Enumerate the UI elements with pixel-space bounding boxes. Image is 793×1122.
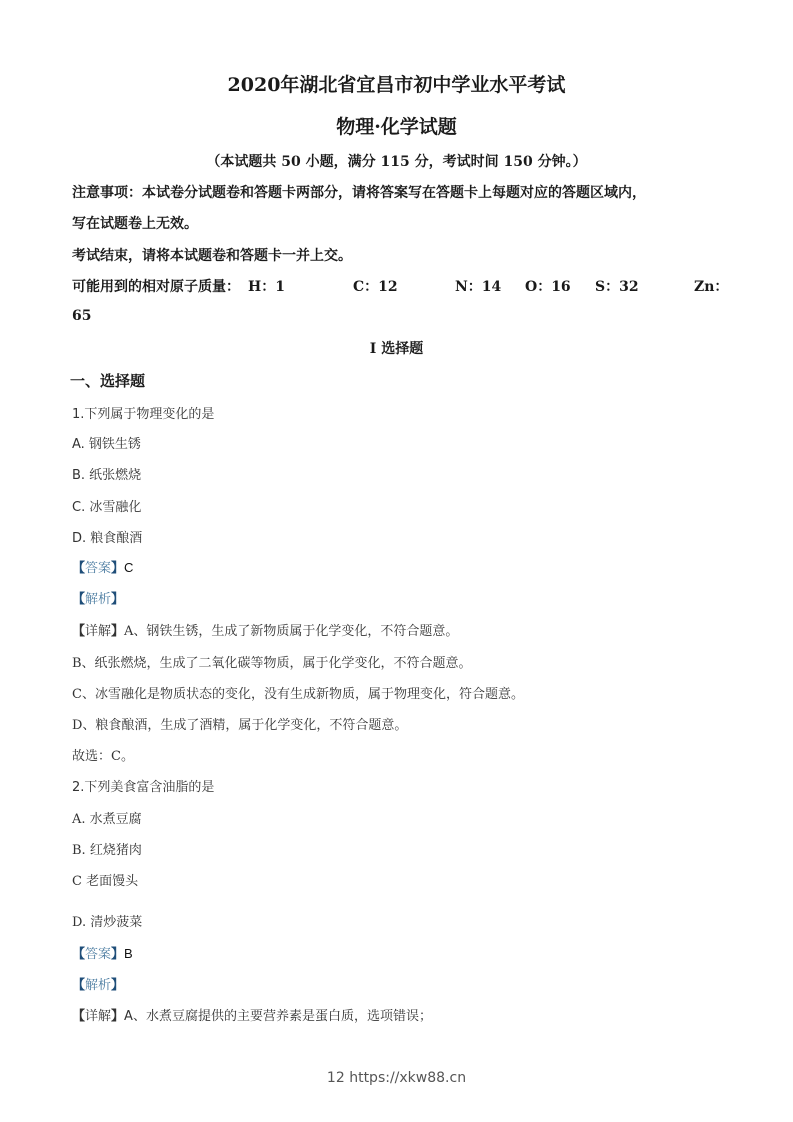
detail-tag: 【详解】 bbox=[72, 624, 125, 639]
q1-detail-a: 【详解】A、钢铁生锈，生成了新物质属于化学变化，不符合题意。 bbox=[72, 624, 459, 639]
q2-detail-a: 【详解】A、水煮豆腐提供的主要营养素是蛋白质，选项错误； bbox=[72, 1009, 432, 1024]
atomic-mass-label: 可能用到的相对原子质量： bbox=[72, 279, 240, 295]
q2-answer-value: B bbox=[124, 946, 133, 961]
footer-url: https://xkw88.cn bbox=[349, 1070, 467, 1086]
mass-n: N：14 bbox=[455, 279, 502, 295]
document-title: 2020年湖北省宜昌市初中学业水平考试 bbox=[227, 74, 566, 96]
mass-c: C：12 bbox=[353, 279, 398, 295]
q2-option-b: B. 红烧猪肉 bbox=[72, 843, 142, 858]
q1-detail-c: C、冰雪融化是物质状态的变化，没有生成新物质，属于物理变化，符合题意。 bbox=[72, 687, 524, 702]
q1-detail-b: B、纸张燃烧，生成了二氧化碳等物质，属于化学变化，不符合题意。 bbox=[72, 656, 472, 671]
atomic-mass-row bbox=[72, 276, 732, 296]
mass-s: S：32 bbox=[595, 279, 639, 295]
q1-option-b: B. 纸张燃烧 bbox=[72, 468, 142, 483]
mass-h: H：1 bbox=[248, 279, 285, 295]
q1-option-d: D. 粮食酿酒 bbox=[72, 531, 143, 546]
mass-o: O：16 bbox=[525, 279, 571, 295]
q1-option-a: A. 钢铁生锈 bbox=[72, 437, 141, 452]
q2-answer bbox=[72, 943, 133, 962]
mass-zn: Zn： bbox=[694, 279, 729, 295]
q1-answer bbox=[72, 557, 133, 576]
notice-line-2: 写在试题卷上无效。 bbox=[72, 216, 198, 232]
q1-answer-value: C bbox=[124, 560, 134, 575]
notice-line-3: 考试结束，请将本试题卷和答题卡一并上交。 bbox=[72, 248, 352, 264]
section-heading: 一、选择题 bbox=[70, 372, 146, 390]
answer-tag: 【答案】 bbox=[72, 947, 125, 962]
notice-line-1: 注意事项：本试卷分试题卷和答题卡两部分，请将答案写在答题卡上每题对应的答题区域内， bbox=[72, 185, 646, 201]
q1-conclusion: 故选：C。 bbox=[72, 749, 134, 764]
detail-tag: 【详解】 bbox=[72, 1009, 125, 1024]
q1-detail-d: D、粮食酿酒，生成了酒精，属于化学变化，不符合题意。 bbox=[72, 718, 408, 733]
q1-option-c: C. 冰雪融化 bbox=[72, 500, 142, 515]
part-heading: I 选择题 bbox=[369, 341, 424, 357]
page-number: 12 bbox=[326, 1070, 345, 1086]
q2-option-a: A. 水煮豆腐 bbox=[72, 812, 142, 827]
document-subtitle: 物理·化学试题 bbox=[336, 116, 457, 138]
exam-info: （本试题共 50 小题，满分 115 分，考试时间 150 分钟。） bbox=[206, 154, 587, 170]
q2-option-c: C 老面馒头 bbox=[72, 874, 139, 889]
answer-tag: 【答案】 bbox=[72, 561, 125, 576]
q2-analysis-tag: 【解析】 bbox=[72, 978, 125, 993]
q2-option-d: D. 清炒菠菜 bbox=[72, 915, 143, 930]
q2-stem: 2.下列美食富含油脂的是 bbox=[72, 780, 215, 795]
atomic-mass-wrap: 65 bbox=[72, 308, 92, 324]
q1-analysis-tag: 【解析】 bbox=[72, 592, 125, 607]
q1-stem: 1.下列属于物理变化的是 bbox=[72, 407, 215, 422]
page-footer bbox=[0, 1070, 793, 1086]
